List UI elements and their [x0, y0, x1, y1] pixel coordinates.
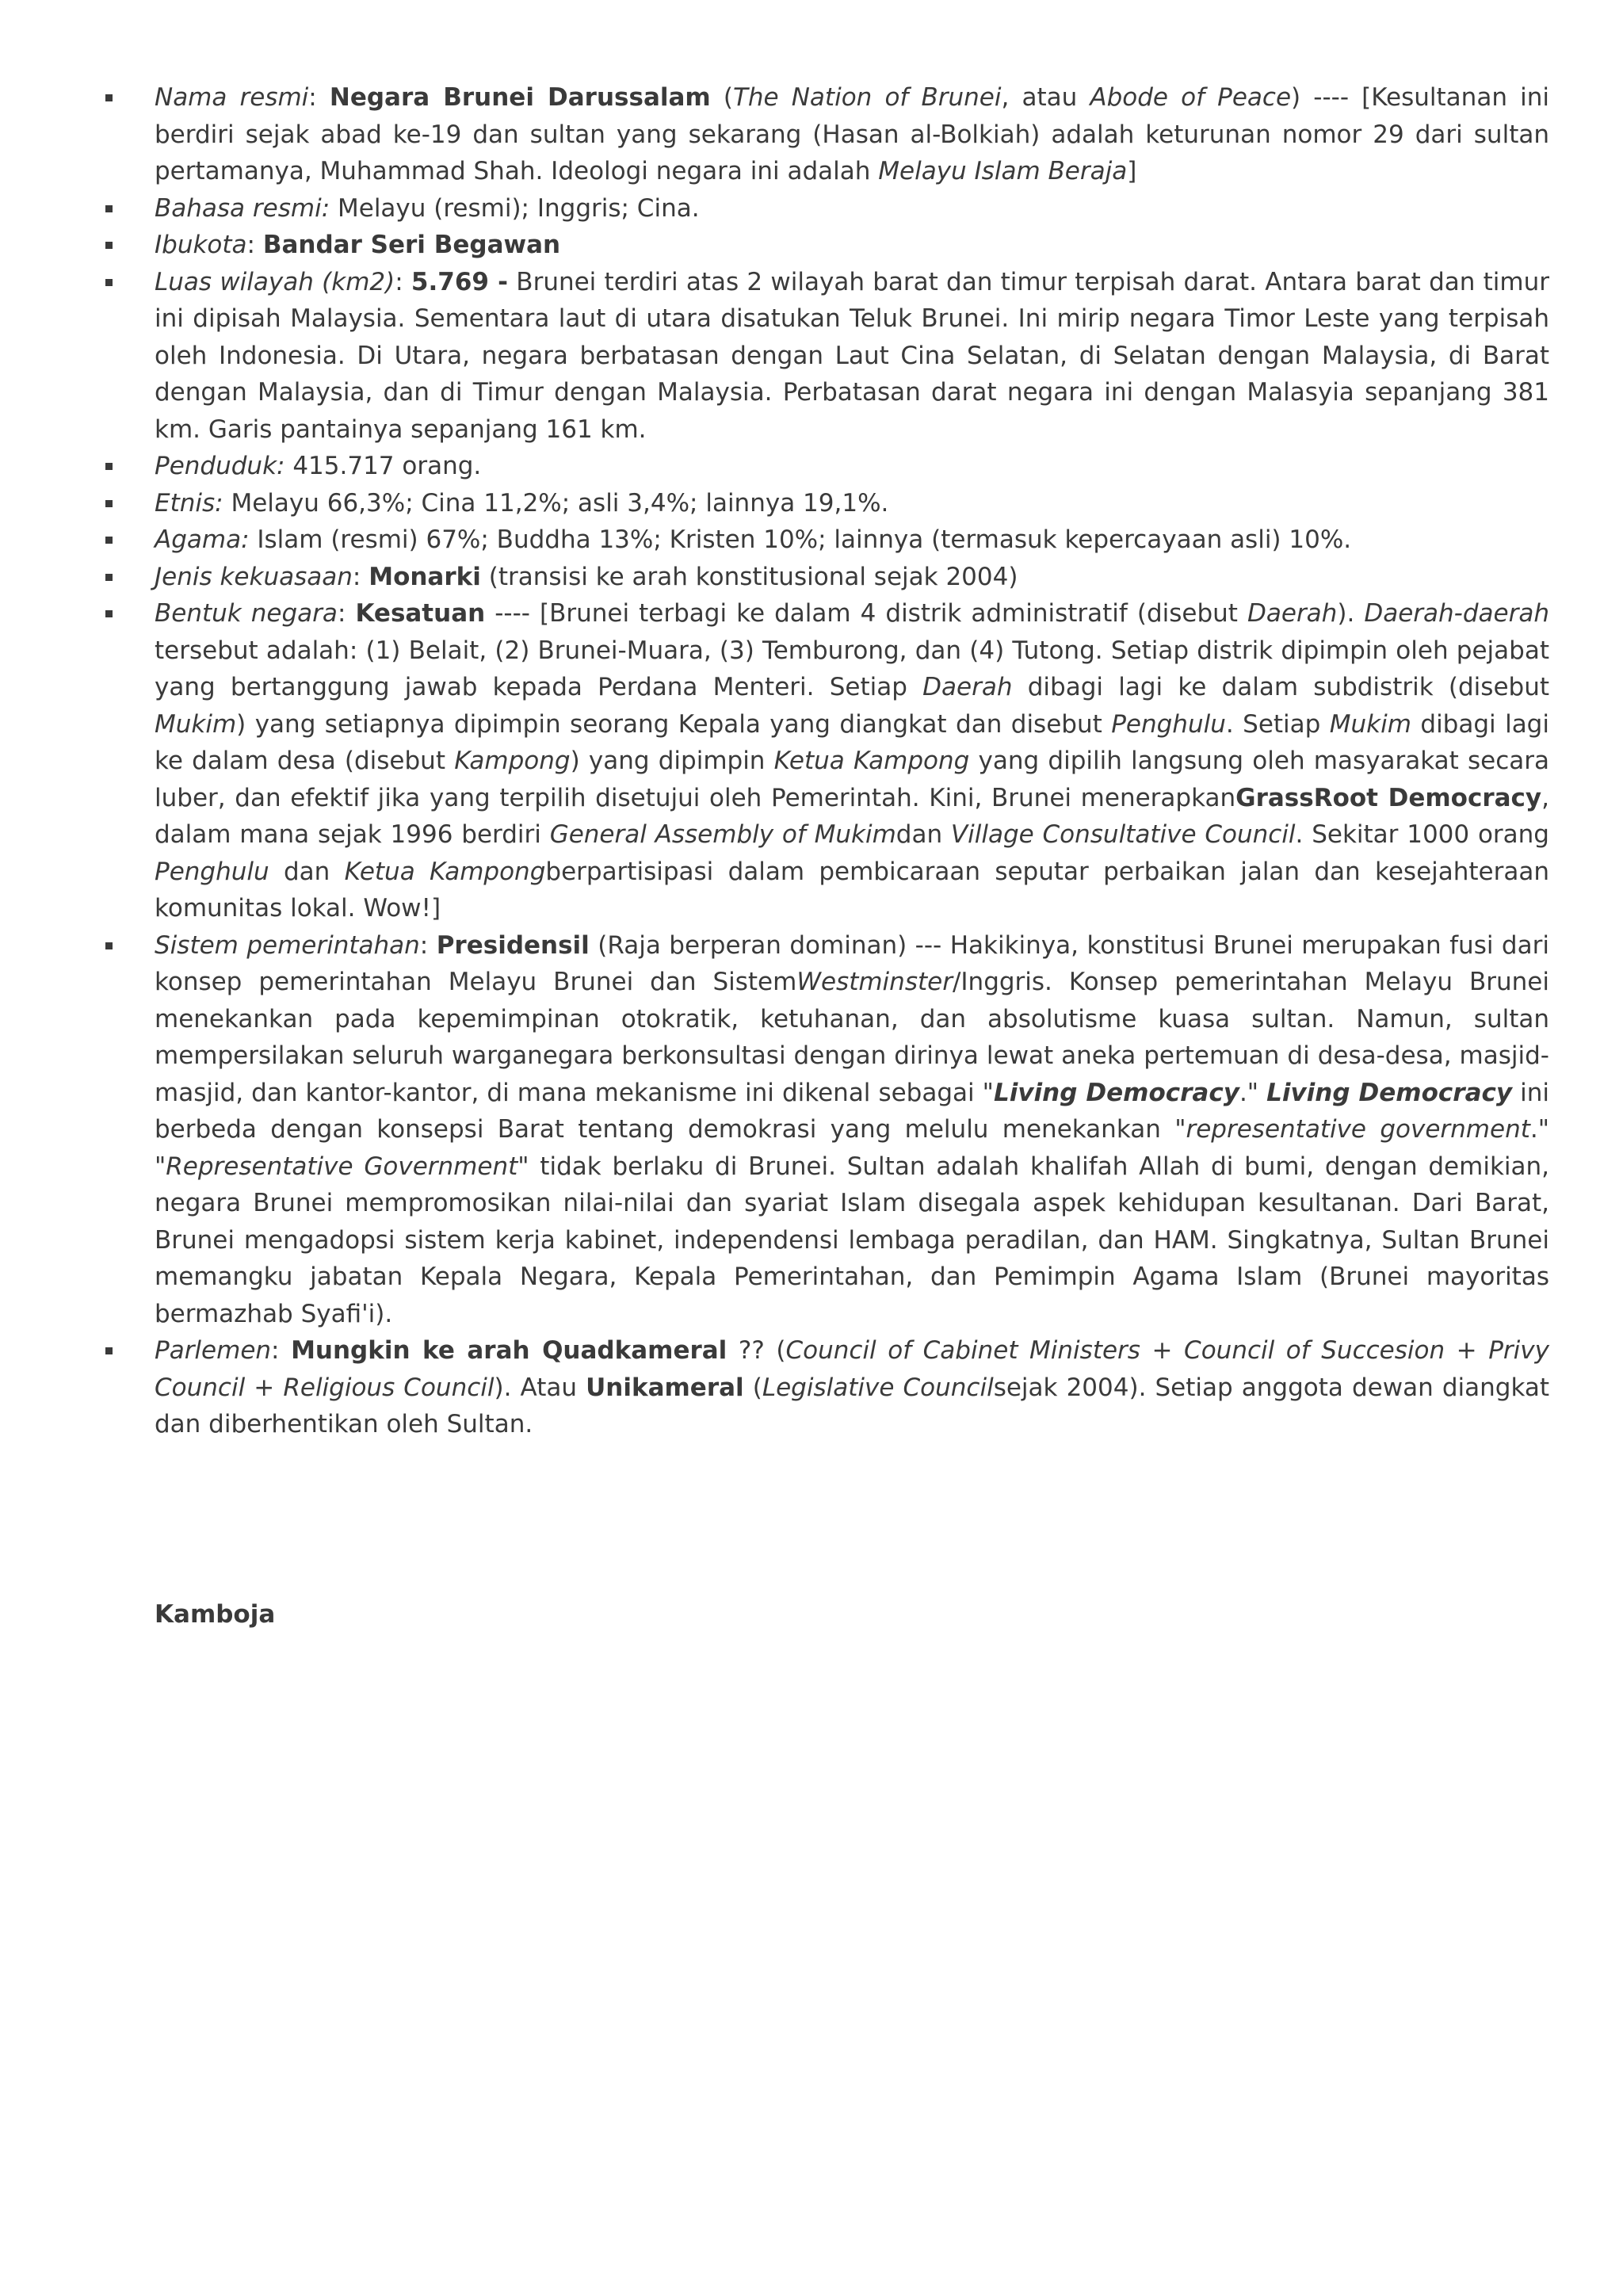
- text-run: (Raja berperan dominan) --- Hakikinya, konstitusi Brunei merupakan fusi dari konsep pemerintahan Melayu Brunei dan Sistem: [155, 930, 1549, 996]
- emphasis-run: General Assembly of Mukim: [549, 820, 896, 849]
- text-run: Brunei terdiri atas 2 wilayah barat dan timur terpisah darat. Antara barat dan timur ini dipisah Malaysia. Sementara laut di utara disatukan Teluk Brunei. Ini mirip negara Timor Leste yang terpisah oleh Indonesia. Di Utara, negara berbatasan dengan Laut Cina Selatan, di Selatan dengan Malaysia, di Barat dengan Malaysia, dan di Timur dengan Malaysia. Perbatasan darat negara ini dengan Malasyia sepanjang 381 km. Garis pantainya sepanjang 161 km.: [155, 267, 1550, 444]
- emphasis-run: Ketua Kampong: [344, 857, 546, 886]
- emphasis-run: Penghulu: [155, 857, 269, 886]
- list-item-text: [155, 190, 1549, 227]
- emphasis-run: Unikameral: [586, 1373, 744, 1402]
- text-run: ?? (: [727, 1336, 786, 1365]
- text-run: Melayu (resmi); Inggris; Cina.: [330, 193, 700, 223]
- emphasis-run: Village Consultative Council: [950, 820, 1296, 849]
- text-run: :: [352, 562, 369, 591]
- emphasis-run: Monarki: [369, 562, 481, 591]
- square-bullet-icon: [105, 537, 113, 544]
- text-run: :: [395, 267, 411, 296]
- emphasis-run: Kesatuan: [355, 599, 486, 628]
- emphasis-run: Council of Cabinet Ministers + Council of Succesion + Privy Council + Religious Council: [155, 1336, 1549, 1402]
- text-run: ) ---- [Kesultanan ini berdiri sejak abad ke-19 dan sultan yang sekarang (Hasan al-Bolkiah) adalah keturunan nomor 29 dari sultan pertamanya, Muhammad Shah. Ideologi negara ini adalah: [155, 83, 1549, 185]
- emphasis-run: Living Democracy: [993, 1078, 1239, 1107]
- text-run: (: [710, 83, 733, 112]
- square-bullet-icon: [105, 574, 113, 581]
- text-run: , atau: [1001, 83, 1090, 112]
- list-item: [105, 485, 1549, 522]
- emphasis-run: Daerah: [1247, 599, 1338, 628]
- emphasis-run: Melayu Islam Beraja: [878, 157, 1128, 185]
- emphasis-run: Mukim: [1329, 709, 1411, 739]
- list-item-text: [155, 559, 1549, 596]
- text-run: berpartisipasi dalam pembicaraan seputar perbaikan jalan dan kesejahteraan komunitas lokal. Wow!]: [155, 857, 1550, 923]
- square-bullet-icon: [105, 205, 113, 212]
- list-item-text: [155, 227, 1549, 264]
- emphasis-run: Bahasa resmi:: [155, 193, 330, 223]
- emphasis-run: Bentuk negara: [155, 599, 338, 628]
- square-bullet-icon: [105, 1347, 113, 1354]
- section-heading-kamboja: Kamboja: [155, 1600, 276, 1629]
- emphasis-run: Parlemen: [155, 1336, 272, 1365]
- text-run: ini berbeda dengan konsepsi Barat tentang demokrasi yang melulu menekankan ": [155, 1078, 1549, 1144]
- text-run: sejak 2004). Setiap anggota dewan diangkat dan diberhentikan oleh Sultan.: [155, 1373, 1549, 1438]
- list-item: [105, 595, 1549, 927]
- emphasis-run: 5.769 -: [411, 267, 509, 296]
- text-run: :: [337, 599, 356, 628]
- emphasis-run: Legislative Council: [762, 1373, 994, 1402]
- list-item-text: [155, 264, 1549, 449]
- list-item: [105, 79, 1549, 190]
- emphasis-run: Penghulu: [1111, 709, 1226, 739]
- emphasis-run: Bandar Seri Begawan: [262, 231, 561, 259]
- text-run: :: [271, 1336, 292, 1365]
- list-item-text: [155, 1332, 1549, 1443]
- list-item-text: [155, 79, 1549, 190]
- emphasis-run: Abode of Peace: [1090, 83, 1292, 112]
- list-item: [105, 448, 1549, 485]
- text-run: (: [743, 1373, 762, 1402]
- emphasis-run: GrassRoot Democracy: [1235, 783, 1542, 812]
- square-bullet-icon: [105, 94, 113, 101]
- text-run: dibagi lagi ke dalam desa (disebut: [155, 709, 1549, 775]
- text-run: :: [246, 231, 263, 259]
- text-run: dibagi lagi ke dalam subdistrik (disebut: [1012, 673, 1549, 701]
- text-run: (transisi ke arah konstitusional sejak 2004): [480, 562, 1018, 591]
- list-item: [105, 190, 1549, 227]
- emphasis-run: Daerah-daerah: [1364, 599, 1549, 628]
- emphasis-run: Living Democracy: [1266, 1078, 1513, 1107]
- text-run: 415.717 orang.: [285, 452, 482, 480]
- square-bullet-icon: [105, 463, 113, 470]
- text-run: ). Atau: [494, 1373, 586, 1402]
- square-bullet-icon: [105, 242, 113, 249]
- list-item-text: [155, 448, 1549, 485]
- text-run: ) yang dipimpin: [570, 747, 774, 775]
- text-run: .": [1239, 1078, 1267, 1107]
- list-item-text: [155, 485, 1549, 522]
- text-run: dan: [269, 857, 345, 886]
- emphasis-run: Ketua Kampong: [773, 747, 970, 775]
- emphasis-run: Westminster: [796, 968, 953, 996]
- text-run: dan: [896, 820, 951, 849]
- list-item-text: [155, 595, 1549, 927]
- country-facts-list: [105, 79, 1549, 1443]
- text-run: tersebut adalah: (1) Belait, (2) Brunei-Muara, (3) Temburong, dan (4) Tutong. Setiap distrik dipimpin oleh pejabat yang bertanggung jawab kepada Perdana Menteri. Setiap: [155, 636, 1549, 701]
- text-run: ---- [Brunei terbagi ke dalam 4 distrik administratif (disebut: [485, 599, 1247, 628]
- emphasis-run: Daerah: [922, 673, 1013, 701]
- emphasis-run: Luas wilayah (km2): [155, 267, 395, 296]
- emphasis-run: representative government: [1186, 1115, 1530, 1144]
- list-item-text: [155, 927, 1549, 1333]
- emphasis-run: Penduduk:: [155, 452, 285, 480]
- text-run: ) yang setiapnya dipimpin seorang Kepala yang diangkat dan disebut: [236, 709, 1112, 739]
- square-bullet-icon: [105, 610, 113, 617]
- text-run: yang dipilih langsung oleh masyarakat secara luber, dan efektif jika yang terpilih disetujui oleh Pemerintah. Kini, Brunei menerapkan: [155, 747, 1549, 812]
- emphasis-run: Presidensil: [436, 930, 590, 960]
- text-run: Melayu 66,3%; Cina 11,2%; asli 3,4%; lainnya 19,1%.: [223, 488, 889, 518]
- text-run: :: [419, 930, 437, 960]
- list-item-text: [155, 521, 1549, 559]
- square-bullet-icon: [105, 942, 113, 949]
- emphasis-run: Sistem pemerintahan: [155, 930, 420, 960]
- emphasis-run: Jenis kekuasaan: [155, 562, 353, 591]
- text-run: /Inggris. Konsep pemerintahan Melayu Brunei menekankan pada kepemimpinan otokratik, ketuhanan, dan absolutisme kuasa sultan. Namun, sultan mempersilakan seluruh warganegara berkonsultasi dengan dirinya lewat aneka pertemuan di desa-desa, masjid-masjid, dan kantor-kantor, di mana mekanisme ini dikenal sebagai ": [155, 968, 1549, 1107]
- emphasis-run: Kampong: [454, 747, 571, 775]
- square-bullet-icon: [105, 500, 113, 507]
- text-run: , dalam mana sejak 1996 berdiri: [155, 783, 1549, 849]
- list-item: [105, 264, 1549, 449]
- text-run: ).: [1337, 599, 1365, 628]
- square-bullet-icon: [105, 279, 113, 286]
- emphasis-run: Negara Brunei Darussalam: [329, 83, 711, 112]
- emphasis-run: The Nation of Brunei: [732, 83, 1002, 112]
- text-run: :: [308, 83, 330, 112]
- text-run: . Setiap: [1225, 709, 1330, 739]
- emphasis-run: Ibukota: [155, 231, 247, 259]
- emphasis-run: Mungkin ke arah Quadkameral: [291, 1336, 727, 1365]
- list-item: [105, 559, 1549, 596]
- list-item: [105, 227, 1549, 264]
- emphasis-run: Etnis:: [155, 488, 223, 518]
- text-run: ]: [1127, 157, 1137, 185]
- emphasis-run: Agama:: [155, 525, 250, 554]
- list-item: [105, 521, 1549, 559]
- emphasis-run: Nama resmi: [155, 83, 309, 112]
- text-run: . Sekitar 1000 orang: [1295, 820, 1549, 849]
- list-item: [105, 1332, 1549, 1443]
- emphasis-run: Representative Government: [166, 1152, 518, 1181]
- text-run: ." ": [155, 1115, 1549, 1181]
- text-run: " tidak berlaku di Brunei. Sultan adalah khalifah Allah di bumi, dengan demikian, negara Brunei mempromosikan nilai-nilai dan syariat Islam disegala aspek kehidupan kesultanan. Dari Barat, Brunei mengadopsi sistem kerja kabinet, independensi lembaga peradilan, dan HAM. Singkatnya, Sultan Brunei memangku jabatan Kepala Negara, Kepala Pemerintahan, dan Pemimpin Agama Islam (Brunei mayoritas bermazhab Syafi'i).: [155, 1152, 1550, 1328]
- emphasis-run: Mukim: [155, 709, 237, 739]
- text-run: Islam (resmi) 67%; Buddha 13%; Kristen 10%; lainnya (termasuk kepercayaan asli) 10%.: [249, 525, 1352, 554]
- list-item: [105, 927, 1549, 1333]
